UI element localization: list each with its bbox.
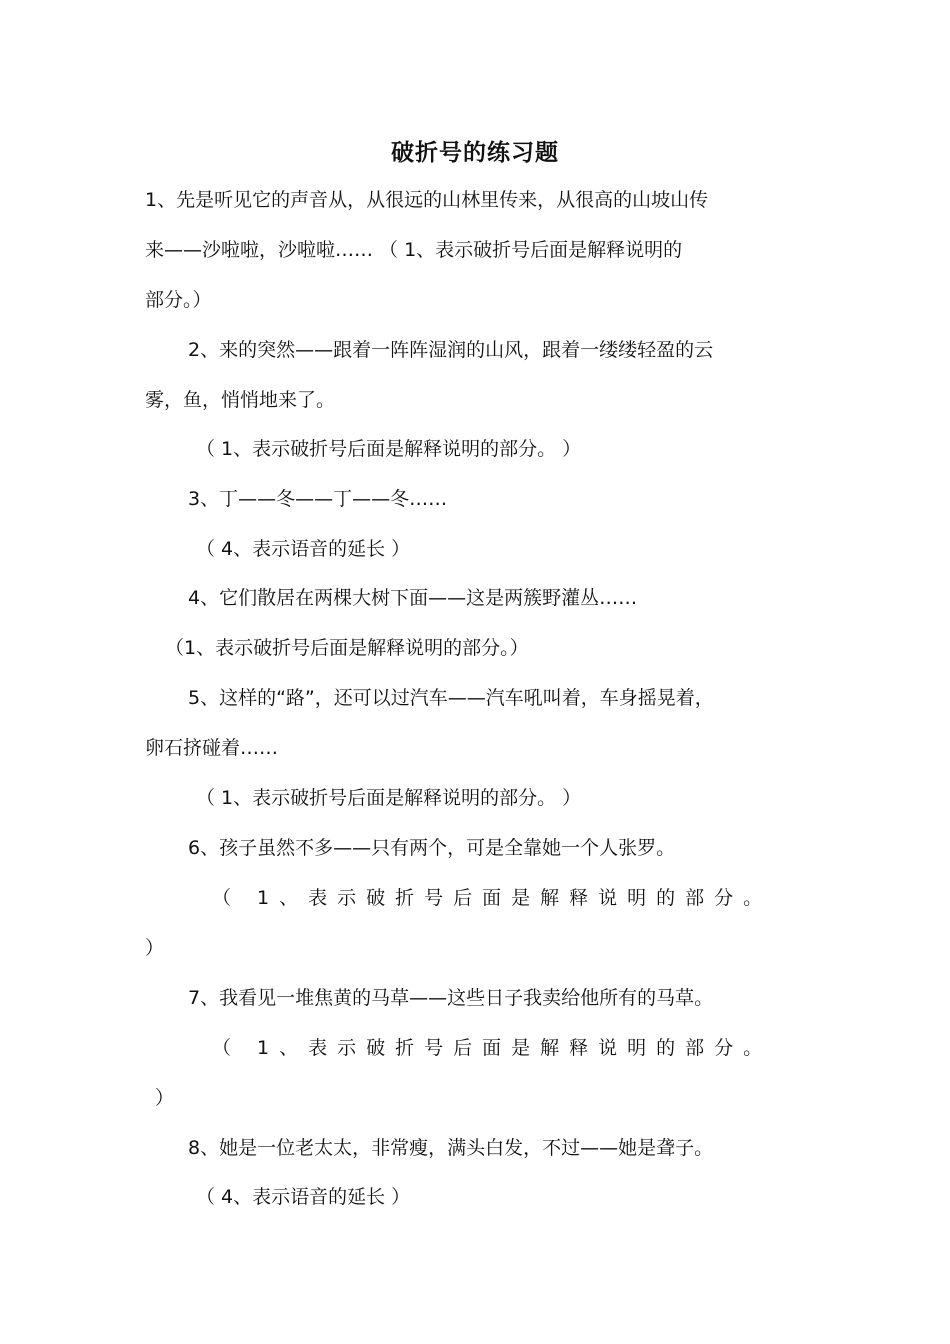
question-8: 8、她是一位老太太，非常瘦，满头白发，不过——她是聋子。 (188, 1137, 714, 1159)
answer-2: （ 1、表示破折号后面是解释说明的部分。 ） (196, 438, 582, 460)
answer-4: （1、表示破折号后面是解释说明的部分。） (165, 637, 529, 659)
question-3: 3、丁——冬——丁——冬…… (188, 488, 448, 510)
answer-3: （ 4、表示语音的延长 ） (196, 538, 411, 560)
question-2-line-1: 2、来的突然——跟着一阵阵湿润的山风，跟着一缕缕轻盈的云 (188, 339, 714, 361)
question-5-line-2: 卵石挤碰着…… (145, 737, 279, 759)
question-6: 6、孩子虽然不多——只有两个，可是全靠她一个人张罗。 (188, 837, 676, 859)
question-7: 7、我看见一堆焦黄的马草——这些日子我卖给他所有的马草。 (188, 987, 714, 1009)
question-1-line-3: 部分。） (145, 289, 212, 311)
answer-7-line-1: （ 1、表示破折号后面是解释说明的部分。 (212, 1037, 773, 1059)
answer-6-line-1: （ 1、表示破折号后面是解释说明的部分。 (212, 887, 773, 909)
answer-5: （ 1、表示破折号后面是解释说明的部分。 ） (196, 787, 582, 809)
document-title: 破折号的练习题 (391, 140, 559, 166)
question-1-line-1: 1、先是听见它的声音从，从很远的山林里传来，从很高的山坡山传 (145, 189, 709, 211)
answer-6-line-2: ） (145, 937, 165, 959)
question-1-line-2: 来——沙啦啦，沙啦啦…… （ 1、表示破折号后面是解释说明的 (145, 239, 683, 261)
answer-8: （ 4、表示语音的延长 ） (196, 1186, 411, 1208)
answer-7-line-2: ） (155, 1087, 175, 1109)
question-2-line-2: 雾，鱼，悄悄地来了。 (145, 389, 336, 411)
question-4: 4、它们散居在两棵大树下面——这是两簇野灌丛…… (188, 587, 638, 609)
question-5-line-1: 5、这样的“路”，还可以过汽车——汽车吼叫着，车身摇晃着， (188, 687, 714, 709)
